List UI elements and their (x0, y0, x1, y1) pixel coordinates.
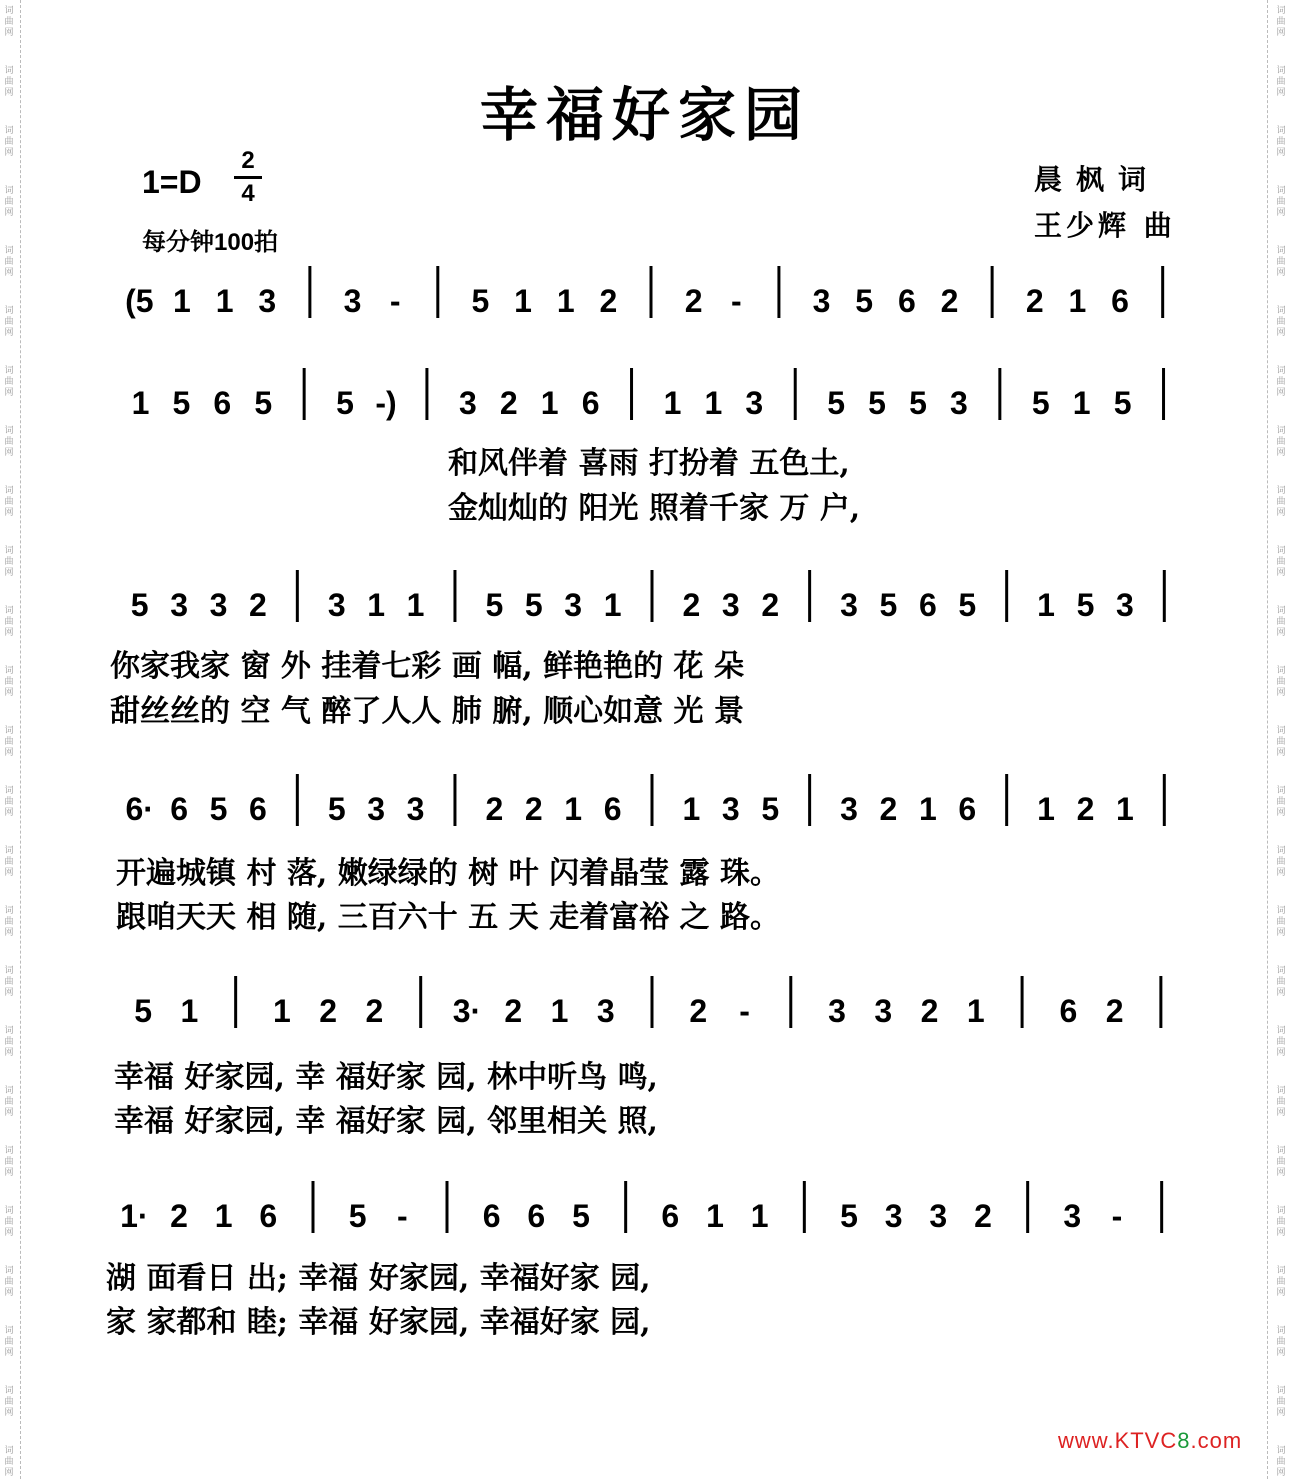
note: 5 (172, 385, 191, 421)
watermark-char: 曲 (1276, 17, 1286, 27)
watermark-char: 曲 (1276, 497, 1286, 507)
watermark-char: 网 (1276, 988, 1286, 998)
watermark-char: 词 (4, 186, 14, 196)
watermark-char: 曲 (1276, 617, 1286, 627)
note: 5 (827, 385, 846, 421)
note: 5 (524, 587, 543, 623)
note: 3 (343, 283, 362, 319)
watermark-char: 网 (1276, 508, 1286, 518)
note: 6 (1059, 993, 1078, 1029)
watermark-char: 网 (1276, 328, 1286, 338)
watermark-char: 词 (4, 666, 14, 676)
watermark-char: 网 (1276, 748, 1286, 758)
watermark-char: 网 (1276, 148, 1286, 158)
watermark-char: 网 (4, 1408, 14, 1418)
note: 3 (367, 791, 386, 827)
watermark-char: 曲 (4, 917, 14, 927)
watermark-char: 网 (4, 628, 14, 638)
watermark-char: 网 (4, 1288, 14, 1298)
watermark-char: 网 (1276, 208, 1286, 218)
note: 2 (504, 993, 523, 1029)
note: 5 (855, 283, 874, 319)
watermark-char: 曲 (4, 1217, 14, 1227)
watermark-char: 词 (1276, 1266, 1286, 1276)
note: 6 (482, 1198, 501, 1234)
note: 3 (874, 993, 893, 1029)
watermark-char: 网 (4, 268, 14, 278)
watermark-char: 曲 (4, 257, 14, 267)
watermark-char: 曲 (4, 797, 14, 807)
note: 5 (348, 1198, 367, 1234)
watermark-char: 网 (1276, 688, 1286, 698)
note: 1 (706, 1198, 724, 1234)
watermark-char: 曲 (1276, 257, 1286, 267)
note: 5 (134, 993, 153, 1029)
watermark-char: 词 (1276, 1206, 1286, 1216)
note: 2 (170, 1198, 188, 1234)
note: 1 (682, 791, 701, 827)
note: 3 (884, 1198, 903, 1234)
watermark-char: 网 (1276, 628, 1286, 638)
watermark-char: 曲 (4, 497, 14, 507)
watermark-char: 曲 (4, 377, 14, 387)
watermark-char: 网 (1276, 1468, 1286, 1478)
lyric-line-1-verse-2: 金灿灿的 阳光 照着千家 万 户, (448, 491, 861, 526)
watermark-char: 网 (4, 808, 14, 818)
time-signature (234, 148, 262, 207)
watermark-char: 曲 (4, 77, 14, 87)
note: 3 (209, 587, 228, 623)
watermark-char: 网 (1276, 1168, 1286, 1178)
watermark-char: 网 (1276, 28, 1286, 38)
note: 2 (689, 993, 708, 1029)
watermark-char: 网 (1276, 868, 1286, 878)
note: 2 (761, 587, 780, 623)
note: 1 (556, 283, 575, 319)
note: 2 (684, 283, 703, 319)
note: 6 (918, 587, 937, 623)
note: - (397, 1198, 408, 1234)
note: 2 (485, 791, 504, 827)
note: 2 (1105, 993, 1124, 1029)
note: 1 (1068, 283, 1087, 319)
watermark-char: 词 (4, 1326, 14, 1336)
watermark-char: 词 (1276, 906, 1286, 916)
watermark-char: 词 (4, 246, 14, 256)
lyric-line-4-verse-1: 幸福 好家园, 幸 福好家 园, 林中听鸟 鸣, (114, 1060, 658, 1095)
note: 3· (452, 993, 482, 1029)
note: 2 (249, 587, 267, 623)
note: 2 (879, 791, 898, 827)
watermark-char: 网 (4, 388, 14, 398)
note: 6 (1111, 283, 1129, 319)
watermark-char: 网 (1276, 88, 1286, 98)
watermark-char: 网 (4, 148, 14, 158)
watermark-char: 网 (4, 88, 14, 98)
watermark-char: 词 (4, 486, 14, 496)
watermark-char: 网 (1276, 1228, 1286, 1238)
note: 1 (131, 385, 150, 421)
note: 5 (130, 587, 149, 623)
note: 3 (458, 385, 477, 421)
watermark-char: 词 (4, 366, 14, 376)
watermark-char: 曲 (1276, 377, 1286, 387)
note: 1 (603, 587, 622, 623)
composer-credit: 王少辉 曲 (1034, 209, 1176, 242)
note: 5 (327, 791, 346, 827)
watermark-char: 词 (1276, 1026, 1286, 1036)
note: 1 (406, 587, 425, 623)
watermark-char: 网 (1276, 388, 1286, 398)
watermark-char: 词 (1276, 1146, 1286, 1156)
watermark-char: 曲 (1276, 137, 1286, 147)
note: 3 (721, 587, 740, 623)
note: 2 (974, 1198, 992, 1234)
watermark-char: 曲 (1276, 1037, 1286, 1047)
watermark-char: 曲 (4, 557, 14, 567)
watermark-char: 词 (1276, 366, 1286, 376)
tempo-marking: 每分钟100拍 (142, 229, 279, 256)
note: 3 (170, 587, 189, 623)
watermark-char: 词 (1276, 726, 1286, 736)
note: 3 (828, 993, 846, 1029)
note: 2 (524, 791, 543, 827)
note: 6 (259, 1198, 278, 1234)
watermark-char: 曲 (1276, 737, 1286, 747)
site-suffix: .com (1190, 1428, 1243, 1453)
note: 6· (125, 791, 154, 827)
watermark-char: 曲 (4, 17, 14, 27)
note: 1 (564, 791, 583, 827)
note: 2 (599, 283, 618, 319)
watermark-char: 词 (1276, 606, 1286, 616)
watermark-char: 网 (4, 328, 14, 338)
note: 3 (406, 791, 425, 827)
note: 1 (540, 385, 559, 421)
watermark-char: 词 (1276, 1386, 1286, 1396)
watermark-char: 词 (4, 6, 14, 16)
watermark-char: 曲 (1276, 1097, 1286, 1107)
watermark-char: 网 (4, 988, 14, 998)
note: 2 (319, 993, 338, 1029)
watermark-char: 曲 (4, 737, 14, 747)
note: 1 (180, 993, 199, 1029)
note: 1 (1037, 587, 1055, 623)
note: 3 (812, 283, 831, 319)
note: 5 (471, 283, 490, 319)
note: 6 (527, 1198, 546, 1234)
watermark-char: 词 (1276, 786, 1286, 796)
note: - (739, 993, 750, 1029)
watermark-char: 曲 (4, 1337, 14, 1347)
watermark-char: 曲 (4, 617, 14, 627)
watermark-char: 网 (4, 1228, 14, 1238)
watermark-char: 词 (4, 966, 14, 976)
watermark-char: 词 (4, 1206, 14, 1216)
watermark-char: 曲 (4, 1277, 14, 1287)
watermark-char: 词 (4, 1266, 14, 1276)
watermark-char: 曲 (1276, 857, 1286, 867)
watermark-char: 曲 (1276, 977, 1286, 987)
watermark-char: 词 (1276, 6, 1286, 16)
site-prefix: www. (1058, 1428, 1115, 1453)
site-watermark (1058, 1428, 1242, 1454)
watermark-char: 词 (4, 1386, 14, 1396)
note: 1 (367, 587, 386, 623)
lyric-line-5-verse-2: 家 家都和 睦; 幸福 好家园, 幸福好家 园, (106, 1305, 651, 1340)
watermark-char: 曲 (1276, 797, 1286, 807)
note: 1 (750, 1198, 769, 1234)
watermark-char: 词 (1276, 1446, 1286, 1456)
watermark-char: 曲 (1276, 1337, 1286, 1347)
watermark-char: 词 (1276, 126, 1286, 136)
note: 3 (840, 791, 858, 827)
watermark-char: 词 (1276, 666, 1286, 676)
watermark-char: 网 (4, 868, 14, 878)
watermark-char: 词 (4, 1146, 14, 1156)
watermark-char: 曲 (1276, 1277, 1286, 1287)
lyric-line-4-verse-2: 幸福 好家园, 幸 福好家 园, 邻里相关 照, (114, 1104, 658, 1139)
note: 3 (1115, 587, 1134, 623)
watermark-char: 网 (4, 448, 14, 458)
watermark-char: 网 (4, 208, 14, 218)
watermark-char: 词 (4, 66, 14, 76)
note: 6 (170, 791, 189, 827)
watermark-char: 词 (1276, 486, 1286, 496)
note: 5 (1113, 385, 1132, 421)
note: 1 (514, 283, 532, 319)
note: 2 (682, 587, 701, 623)
watermark-char: 词 (4, 786, 14, 796)
watermark-char: 网 (1276, 448, 1286, 458)
note: 1 (1037, 791, 1055, 827)
note: 3 (1063, 1198, 1082, 1234)
watermark-char: 网 (1276, 1288, 1286, 1298)
watermark-char: 网 (4, 508, 14, 518)
note: 2 (920, 993, 939, 1029)
watermark-char: 词 (1276, 546, 1286, 556)
note: 3 (950, 385, 968, 421)
watermark-char: 曲 (4, 137, 14, 147)
note: 1 (273, 993, 291, 1029)
note: 2 (1076, 791, 1095, 827)
time-signature-top: 2 (241, 147, 255, 174)
note: - (389, 283, 401, 319)
note: -) (375, 385, 397, 421)
watermark-char: 曲 (1276, 1157, 1286, 1167)
watermark-char: 网 (4, 28, 14, 38)
watermark-char: 词 (1276, 426, 1286, 436)
note: 5 (958, 587, 977, 623)
note: 5 (336, 385, 354, 421)
note: 1 (173, 283, 191, 319)
site-eight: 8 (1177, 1428, 1191, 1453)
watermark-char: 词 (1276, 66, 1286, 76)
note: 6 (603, 791, 622, 827)
watermark-char: 曲 (4, 437, 14, 447)
note: 3 (258, 283, 277, 319)
note: 5 (572, 1198, 590, 1234)
note: 5 (879, 587, 898, 623)
watermark-char: 网 (1276, 1048, 1286, 1058)
watermark-char: 词 (4, 606, 14, 616)
watermark-char: 词 (4, 126, 14, 136)
watermark-char: 词 (1276, 306, 1286, 316)
watermark-char: 网 (4, 748, 14, 758)
note: 1 (663, 385, 682, 421)
lyric-line-5-verse-1: 湖 面看日 出; 幸福 好家园, 幸福好家 园, (106, 1261, 651, 1296)
watermark-char: 曲 (4, 1397, 14, 1407)
note: (5 (125, 283, 154, 319)
lyric-line-3-verse-1: 开遍城镇 村 落, 嫩绿绿的 树 叶 闪着晶莹 露 珠。 (116, 856, 780, 891)
watermark-char: 词 (4, 426, 14, 436)
watermark-char: 词 (4, 906, 14, 916)
note: 2 (940, 283, 959, 319)
watermark-char: 曲 (4, 1457, 14, 1467)
watermark-char: 曲 (1276, 77, 1286, 87)
watermark-char: 词 (4, 546, 14, 556)
watermark-char: 曲 (1276, 197, 1286, 207)
lyric-line-1-verse-1: 和风伴着 喜雨 打扮着 五色土, (448, 446, 850, 481)
note: 5 (209, 791, 228, 827)
note: 5 (485, 587, 504, 623)
note: 5 (868, 385, 886, 421)
note: 5 (1076, 587, 1095, 623)
lyricist-credit: 晨枫词 (1034, 163, 1161, 196)
note: 1 (550, 993, 569, 1029)
watermark-char: 网 (4, 928, 14, 938)
watermark-char: 词 (1276, 846, 1286, 856)
note: 1 (918, 791, 937, 827)
watermark-char: 曲 (1276, 557, 1286, 567)
watermark-char: 曲 (4, 977, 14, 987)
watermark-char: 词 (1276, 1326, 1286, 1336)
watermark-char: 网 (1276, 568, 1286, 578)
watermark-char: 网 (1276, 928, 1286, 938)
note: 3 (327, 587, 346, 623)
lyric-line-2-verse-1: 你家我家 窗 外 挂着七彩 画 幅, 鲜艳艳的 花 朵 (110, 649, 744, 684)
note: 6 (897, 283, 916, 319)
watermark-char: 网 (1276, 1408, 1286, 1418)
note: 3 (721, 791, 740, 827)
site-ktv: KTVC (1114, 1428, 1178, 1453)
note: 3 (929, 1198, 948, 1234)
watermark-char: 曲 (1276, 437, 1286, 447)
watermark-char: 曲 (4, 1037, 14, 1047)
note: 6 (581, 385, 600, 421)
watermark-char: 网 (4, 1468, 14, 1478)
note: 6 (958, 791, 977, 827)
note: 1 (1115, 791, 1134, 827)
watermark-char: 曲 (1276, 1457, 1286, 1467)
watermark-char: 网 (1276, 1348, 1286, 1358)
note: 1 (1072, 385, 1091, 421)
watermark-char: 曲 (1276, 317, 1286, 327)
watermark-char: 曲 (4, 857, 14, 867)
watermark-char: 网 (4, 1348, 14, 1358)
watermark-char: 曲 (4, 677, 14, 687)
note: 2 (365, 993, 384, 1029)
note: 1 (704, 385, 723, 421)
watermark-char: 曲 (1276, 1397, 1286, 1407)
note: 3 (596, 993, 615, 1029)
note: 1 (214, 1198, 233, 1234)
watermark-char: 网 (1276, 1108, 1286, 1118)
watermark-char: 曲 (1276, 917, 1286, 927)
note: 6 (213, 385, 232, 421)
watermark-char: 网 (4, 1108, 14, 1118)
key-signature: 1=D (142, 164, 202, 200)
watermark-char: 网 (4, 688, 14, 698)
note: - (730, 283, 742, 319)
note: 5 (840, 1198, 858, 1234)
watermark-char: 词 (1276, 186, 1286, 196)
watermark-char: 词 (4, 846, 14, 856)
watermark-char: 网 (4, 568, 14, 578)
note: - (1111, 1198, 1123, 1234)
watermark-char: 词 (1276, 246, 1286, 256)
time-signature-bottom: 4 (241, 180, 255, 207)
note: 6 (661, 1198, 680, 1234)
watermark-char: 网 (4, 1048, 14, 1058)
note: 3 (745, 385, 764, 421)
note: 5 (1031, 385, 1050, 421)
note: 1 (966, 993, 985, 1029)
watermark-char: 词 (4, 1026, 14, 1036)
note: 2 (499, 385, 518, 421)
watermark-char: 词 (4, 1446, 14, 1456)
watermark-char: 曲 (1276, 1217, 1286, 1227)
note: 6 (249, 791, 267, 827)
lyric-line-3-verse-2: 跟咱天天 相 随, 三百六十 五 天 走着富裕 之 路。 (116, 900, 780, 935)
lyric-line-2-verse-2: 甜丝丝的 空 气 醉了人人 肺 腑, 顺心如意 光 景 (110, 694, 744, 729)
watermark-char: 词 (1276, 966, 1286, 976)
note: 3 (840, 587, 858, 623)
note: 3 (564, 587, 583, 623)
watermark-char: 词 (4, 306, 14, 316)
watermark-char: 网 (4, 1168, 14, 1178)
watermark-char: 曲 (4, 317, 14, 327)
note: 1· (120, 1198, 149, 1234)
note: 5 (909, 385, 927, 421)
note: 5 (761, 791, 780, 827)
watermark-char: 曲 (4, 197, 14, 207)
note: 2 (1025, 283, 1044, 319)
note: 1 (215, 283, 234, 319)
left-watermark-strip (0, 0, 18, 1479)
note: 5 (254, 385, 273, 421)
watermark-char: 词 (4, 1086, 14, 1096)
watermark-char: 曲 (4, 1097, 14, 1107)
song-title: 幸福好家园 (479, 81, 810, 149)
watermark-char: 词 (1276, 1086, 1286, 1096)
watermark-char: 曲 (1276, 677, 1286, 687)
watermark-char: 网 (1276, 268, 1286, 278)
watermark-char: 曲 (4, 1157, 14, 1167)
right-watermark-strip (1272, 0, 1290, 1479)
watermark-char: 网 (1276, 808, 1286, 818)
watermark-char: 词 (4, 726, 14, 736)
